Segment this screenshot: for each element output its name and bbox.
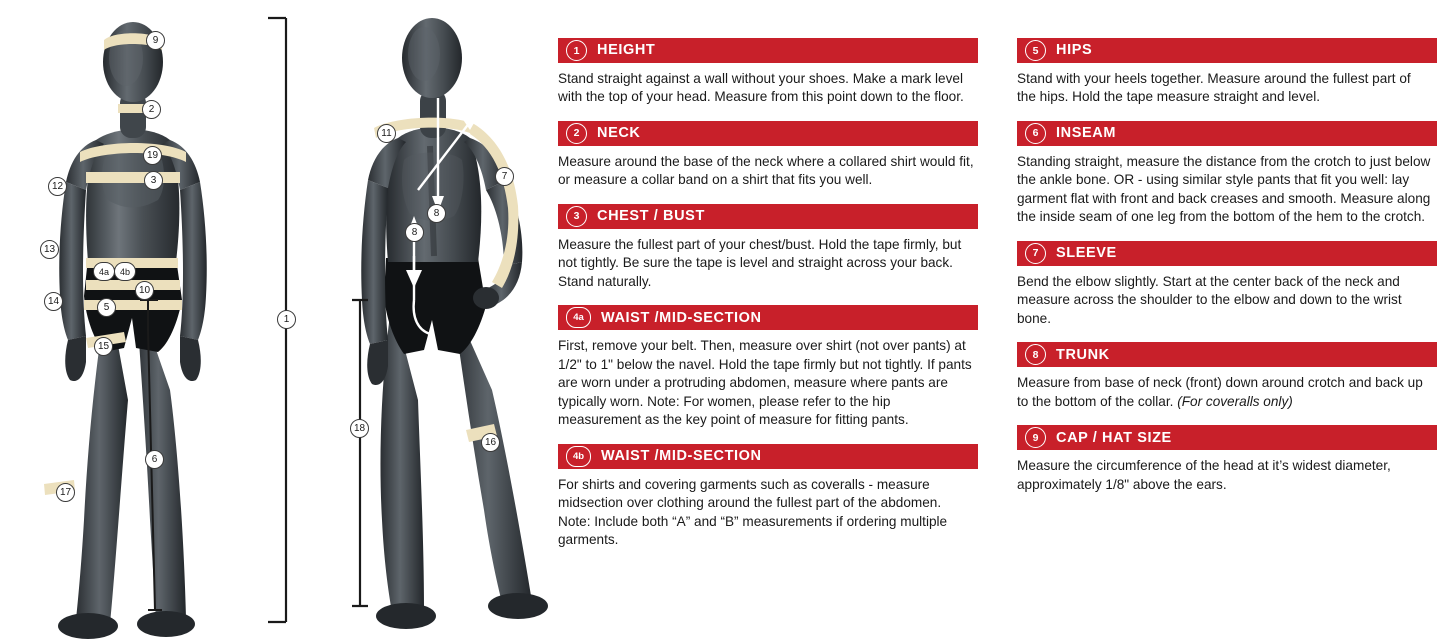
illustration-label-3: 3 xyxy=(144,171,163,190)
entry-body-waist-4b: For shirts and covering garments such as coveralls - measure midsection over clothing around the fullest part of the abdomen. Note: Include both “A” and “B” measurements if ordering multiple garments. xyxy=(558,476,948,548)
entry-title-chest-bust: CHEST / BUST xyxy=(597,208,705,225)
entry-header xyxy=(1017,241,1437,266)
measurement-entry-cap-hat-size xyxy=(1017,425,1437,494)
number-badge-1: 1 xyxy=(566,40,587,61)
entry-body-waist-4a: First, remove your belt. Then, measure over shirt (not over pants) at 1/2" to 1" below the navel. Hold the tape firmly but not tightly. If pants are worn under a protruding abdomen, measure where pants are typically worn. Note: For women, please refer to the hip measurement as the key point of measure for fitting pants. xyxy=(558,338,972,428)
entry-body-trunk-text: Measure from base of neck (front) down around crotch and back up to the bottom of the collar. xyxy=(1017,375,1423,409)
illustration-label-6: 6 xyxy=(145,450,164,469)
entry-body-hips: Stand with your heels together. Measure around the fullest part of the hips. Hold the tape measure straight and level. xyxy=(1017,71,1411,105)
measurement-entry-trunk xyxy=(1017,342,1437,411)
measurement-entry-waist-4b xyxy=(558,444,978,550)
entry-header xyxy=(558,121,978,146)
illustration-label-16: 16 xyxy=(481,433,500,452)
entry-title-waist-4b: WAIST /MID-SECTION xyxy=(601,448,762,465)
entry-body-cap-hat-size: Measure the circumference of the head at it’s widest diameter, approximately 1/8" above the ears. xyxy=(1017,458,1391,492)
illustration-label-9: 9 xyxy=(146,31,165,50)
entry-body-chest-bust: Measure the fullest part of your chest/bust. Hold the tape firmly, but not tightly. Be sure the tape is level and straight across your back. Stand naturally. xyxy=(558,236,962,289)
measurement-entry-hips xyxy=(1017,38,1437,107)
illustration-label-2: 2 xyxy=(142,100,161,119)
mannequin-figures-svg xyxy=(0,0,550,641)
number-badge-2: 2 xyxy=(566,123,587,144)
number-badge-3: 3 xyxy=(566,206,587,227)
illustration-label-10: 10 xyxy=(135,281,154,300)
entry-header xyxy=(558,38,978,63)
illustration-label-8-lower: 8 xyxy=(405,223,424,242)
entry-title-sleeve: SLEEVE xyxy=(1056,245,1117,262)
entry-header xyxy=(558,204,978,229)
measurements-column-left xyxy=(558,38,978,564)
illustration-label-5: 5 xyxy=(97,298,116,317)
entry-header xyxy=(1017,342,1437,367)
illustration-label-8-upper: 8 xyxy=(427,204,446,223)
measurements-column-right xyxy=(1017,38,1437,508)
front-mannequin xyxy=(44,18,286,639)
illustration-label-11: 11 xyxy=(377,124,396,143)
entry-title-hips: HIPS xyxy=(1056,42,1093,59)
illustration-label-19: 19 xyxy=(143,146,162,165)
number-badge-4b: 4b xyxy=(566,446,591,467)
illustration-label-14: 14 xyxy=(44,292,63,311)
entry-header xyxy=(558,305,978,330)
number-badge-8: 8 xyxy=(1025,344,1046,365)
measurement-entry-neck xyxy=(558,121,978,190)
illustration-label-15: 15 xyxy=(94,337,113,356)
illustration-label-4b: 4b xyxy=(114,262,136,281)
entry-title-waist-4a: WAIST /MID-SECTION xyxy=(601,309,762,326)
measurement-entry-sleeve xyxy=(1017,241,1437,328)
measurement-entry-height xyxy=(558,38,978,107)
measurement-entry-waist-4a xyxy=(558,305,978,429)
entry-body-inseam: Standing straight, measure the distance from the crotch to just below the ankle bone. OR - using similar style pants that fit you well: lay garment flat with front and back creases and smooth. Measure along the inside seam of one leg from the bottom of the hem to the crotch. xyxy=(1017,153,1431,225)
measurement-entry-inseam xyxy=(1017,121,1437,227)
illustration-label-17: 17 xyxy=(56,483,75,502)
entry-body-trunk xyxy=(1017,374,1437,411)
illustration-label-18: 18 xyxy=(350,419,369,438)
number-badge-7: 7 xyxy=(1025,243,1046,264)
number-badge-6: 6 xyxy=(1025,123,1046,144)
illustration-label-1: 1 xyxy=(277,310,296,329)
entry-title-height: HEIGHT xyxy=(597,42,656,59)
number-badge-4a: 4a xyxy=(566,307,591,328)
number-badge-5: 5 xyxy=(1025,40,1046,61)
measurement-entry-chest-bust xyxy=(558,204,978,291)
entry-header xyxy=(1017,38,1437,63)
entry-title-trunk: TRUNK xyxy=(1056,346,1110,363)
entry-body-trunk-note: (For coveralls only) xyxy=(1177,393,1293,409)
entry-header xyxy=(1017,121,1437,146)
illustration-label-4a: 4a xyxy=(93,262,115,281)
illustration-label-12: 12 xyxy=(48,177,67,196)
illustration-label-13: 13 xyxy=(40,240,59,259)
entry-title-inseam: INSEAM xyxy=(1056,125,1116,142)
back-mannequin xyxy=(352,18,548,629)
entry-header xyxy=(1017,425,1437,450)
entry-body-sleeve: Bend the elbow slightly. Start at the center back of the neck and measure across the shoulder to the elbow and down to the wrist bone. xyxy=(1017,273,1402,326)
mannequin-illustration xyxy=(0,0,550,641)
entry-body-neck: Measure around the base of the neck where a collared shirt would fit, or measure a collar band on a shirt that fits you well. xyxy=(558,153,974,188)
number-badge-9: 9 xyxy=(1025,427,1046,448)
illustration-label-7: 7 xyxy=(495,167,514,186)
entry-header xyxy=(558,444,978,469)
entry-title-neck: NECK xyxy=(597,125,641,142)
entry-body-height: Stand straight against a wall without your shoes. Make a mark level with the top of your head. Measure from this point down to the floor. xyxy=(558,71,964,105)
entry-title-cap-hat-size: CAP / HAT SIZE xyxy=(1056,429,1172,446)
